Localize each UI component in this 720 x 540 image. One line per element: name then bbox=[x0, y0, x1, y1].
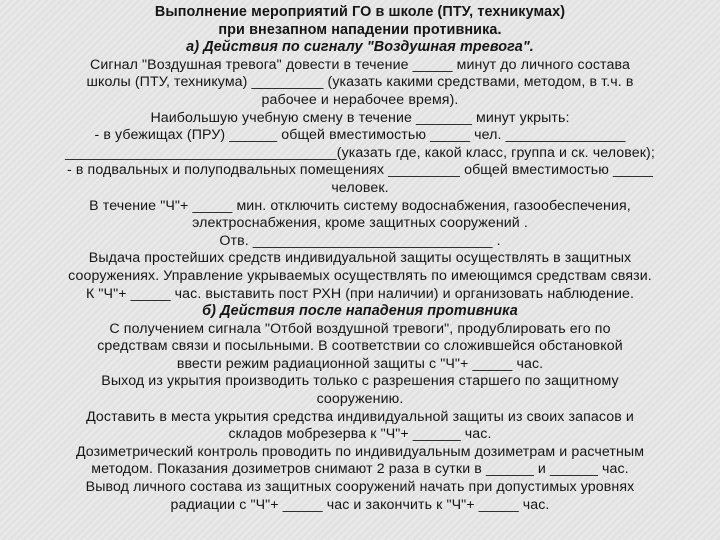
text-line: В течение "Ч"+ _____ мин. отключить систему водоснабжения, газообеспечения, bbox=[89, 197, 631, 214]
text-line: рабочее и нерабочее время). bbox=[261, 91, 459, 108]
subhead-a: а) Действия по сигналу "Воздушная тревога". bbox=[186, 39, 534, 56]
title-line-1: Выполнение мероприятий ГО в школе (ПТУ, техникумах) bbox=[154, 4, 566, 20]
text-line: Выдача простейших средств индивидуальной защиты осуществлять в защитных bbox=[88, 250, 632, 267]
text-line: складов мобрезерва к "Ч"+ ______ час. bbox=[228, 426, 492, 443]
text-line: - в подвальных и полуподвальных помещениях _________ общей вместимостью _____ bbox=[67, 162, 653, 179]
text-line: Сигнал "Воздушная тревога" довести в течение _____ минут до личного состава bbox=[90, 56, 630, 73]
text-line: __________________________________(указать где, какой класс, группа и ск. человек); bbox=[65, 144, 655, 161]
text-line: - в убежищах (ПРУ) ______ общей вместимостью _____ чел. _______________ bbox=[94, 127, 626, 144]
text-line: С получением сигнала "Отбой воздушной тревоги", продублировать его по bbox=[109, 320, 611, 337]
section-a bbox=[10, 57, 710, 303]
text-line: методом. Показания дозиметров снимают 2 раза в сутки в ______ и ______ час. bbox=[91, 461, 629, 478]
text-line: радиации с "Ч"+ _____ час и закончить к "Ч"+ _____ час. bbox=[170, 496, 550, 513]
text-line: Отв. ______________________________ . bbox=[219, 232, 501, 249]
text-line: Вывод личного состава из защитных сооружений начать при допустимых уровнях bbox=[85, 479, 635, 496]
text-line: сооружению. bbox=[316, 391, 404, 408]
text-line: Наибольшую учебную смену в течение _______ минут укрыть: bbox=[150, 109, 570, 126]
text-line: Выход из укрытия производить только с разрешения старшего по защитному bbox=[101, 373, 619, 390]
text-line: средствам связи и посыльными. В соответствии со сложившейся обстановкой bbox=[97, 338, 623, 355]
title-line-2: при внезапном нападении противника. bbox=[218, 21, 502, 38]
text-line: школы (ПТУ, техникума) _________ (указать какими средствами, методом, в т.ч. в bbox=[86, 74, 634, 91]
text-line: электроснабжения, кроме защитных сооружений . bbox=[192, 215, 528, 232]
text-line: сооружениях. Управление укрываемых осуществлять по имеющимся средствам связи. bbox=[68, 267, 652, 284]
text-line: человек. bbox=[331, 179, 389, 196]
text-line: Дозиметрический контроль проводить по индивидуальным дозиметрам и расчетным bbox=[75, 443, 645, 460]
text-line: Доставить в места укрытия средства индивидуальной защиты из своих запасов и bbox=[86, 408, 634, 425]
subhead-b: б) Действия после нападения противника bbox=[202, 303, 518, 320]
section-b bbox=[10, 321, 710, 515]
text-line: ввести режим радиационной защиты с "Ч"+ _____ час. bbox=[176, 355, 544, 372]
text-line: К "Ч"+ _____ час. выставить пост РХН (при наличии) и организовать наблюдение. bbox=[85, 285, 634, 302]
